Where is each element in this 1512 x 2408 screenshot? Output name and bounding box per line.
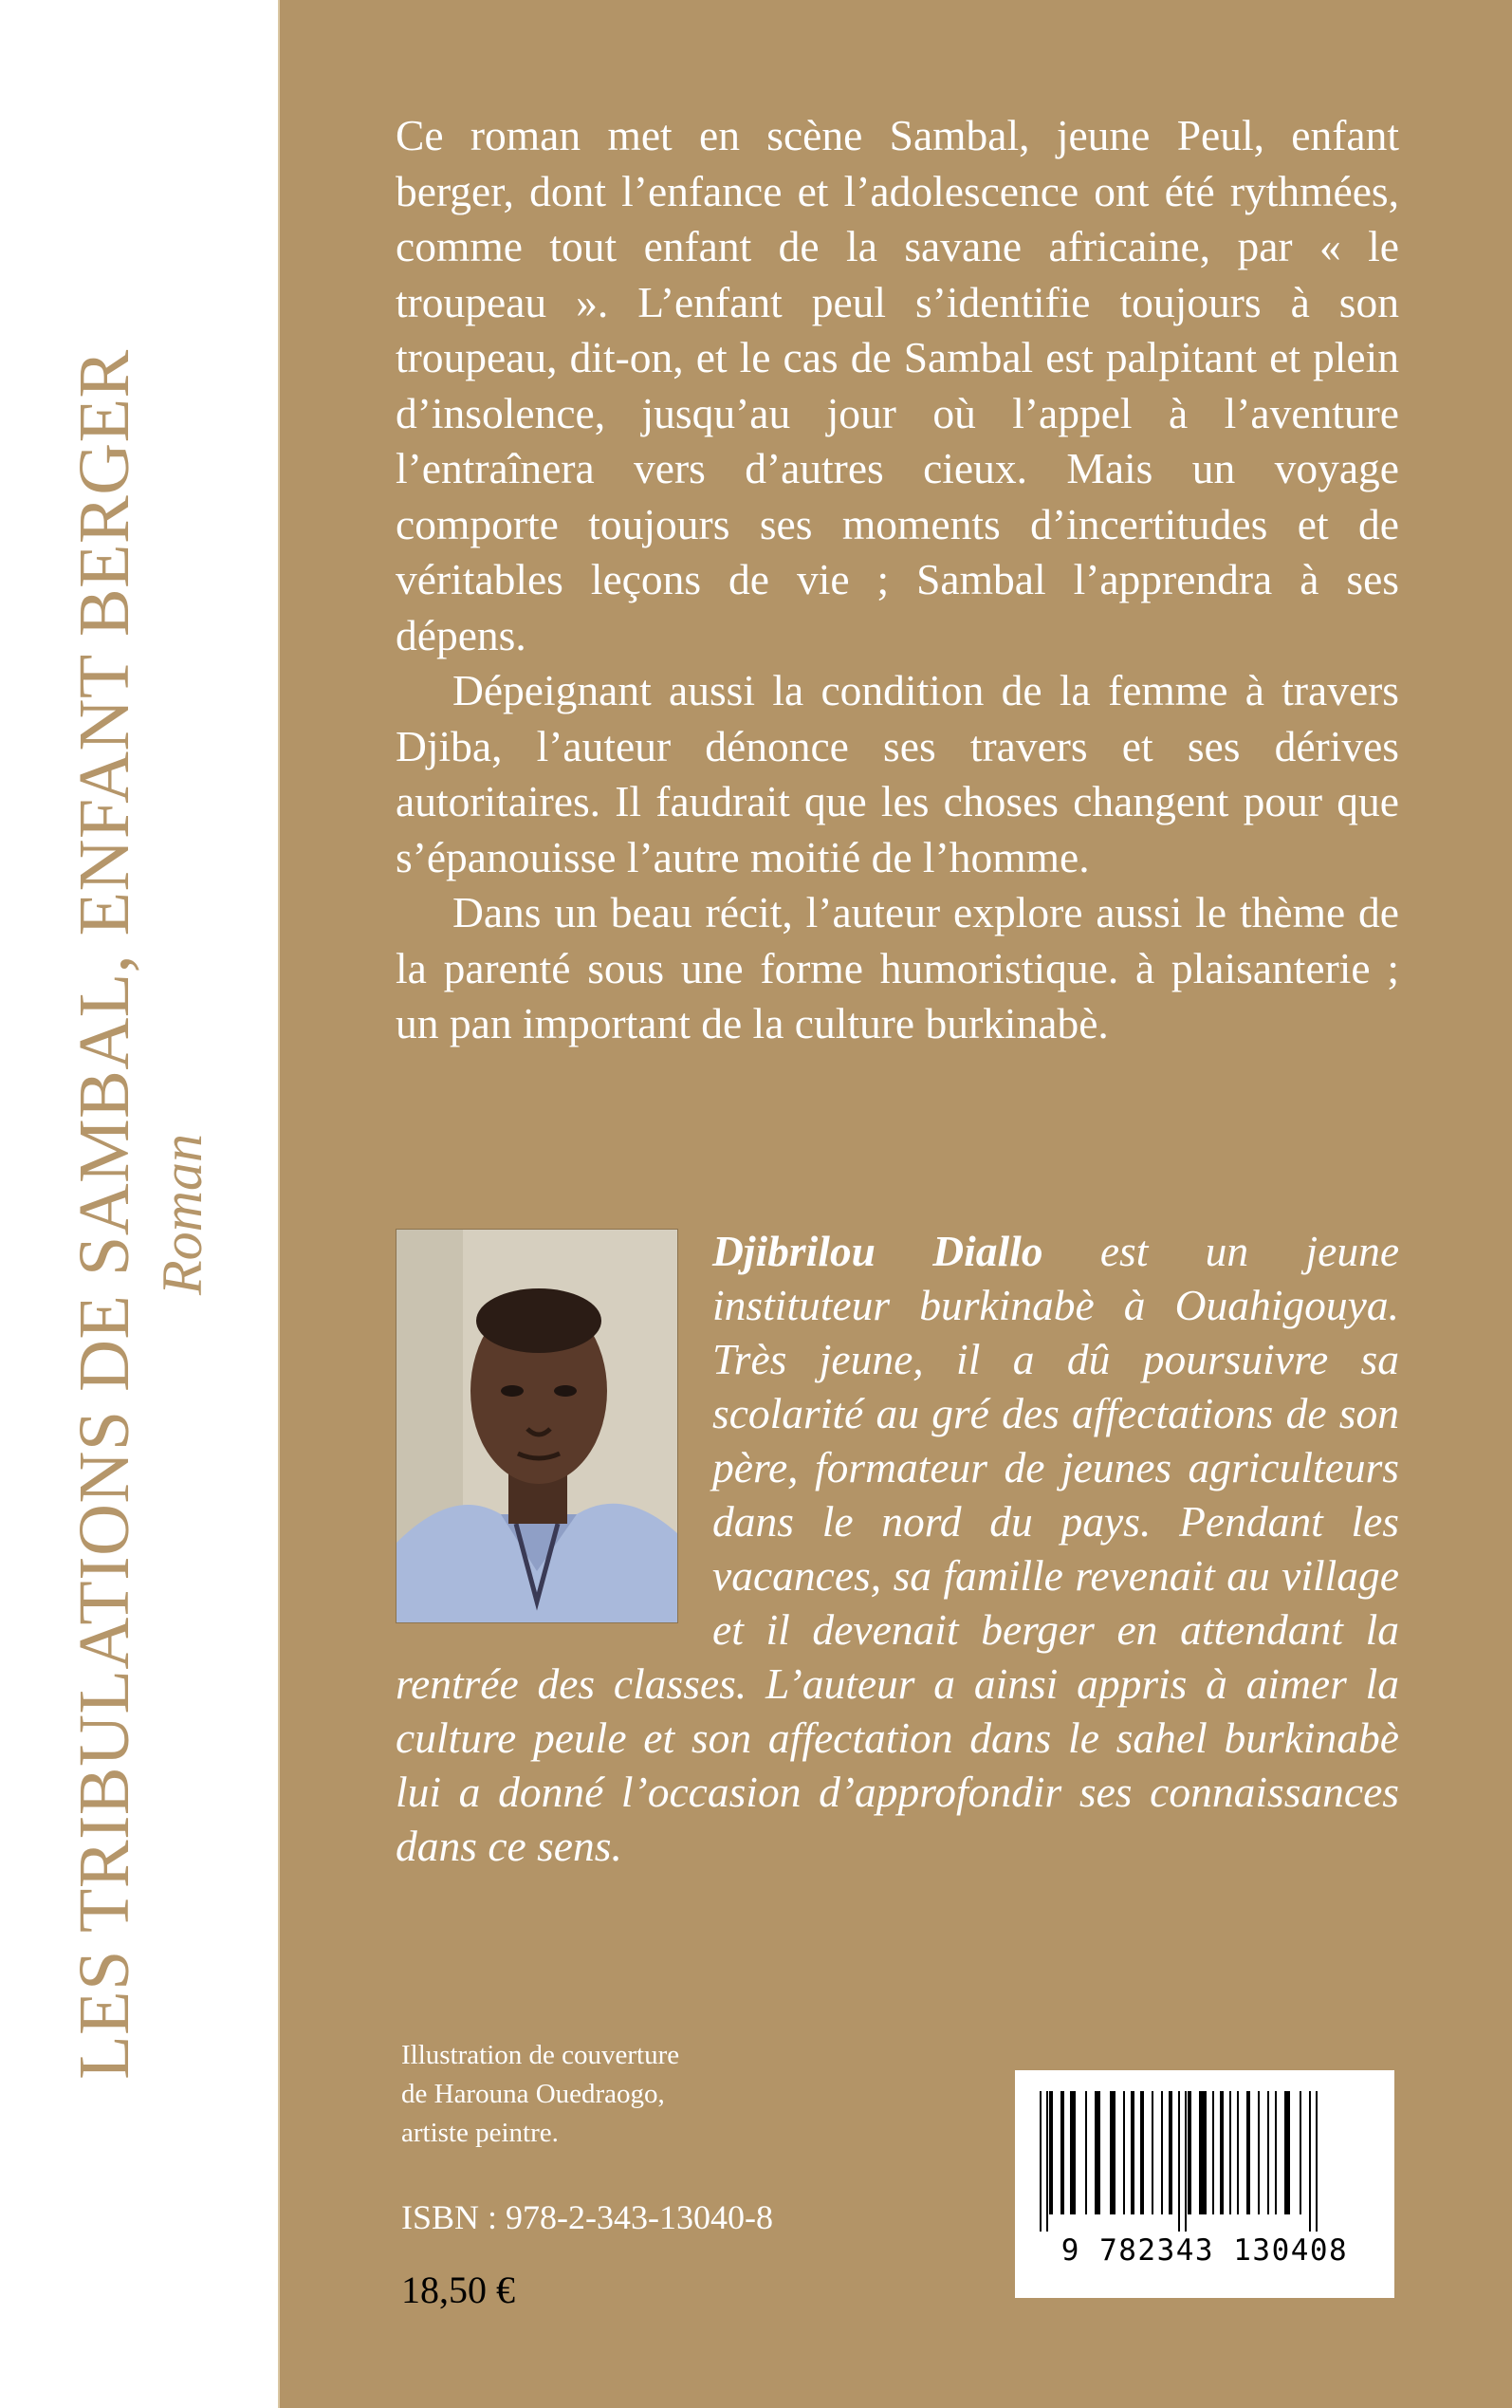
barcode-bar xyxy=(1220,2091,1224,2214)
barcode-bar xyxy=(1188,2091,1191,2214)
barcode-bar xyxy=(1246,2091,1250,2214)
barcode-bar xyxy=(1185,2091,1187,2232)
barcode-bar xyxy=(1161,2091,1163,2214)
barcode-bar xyxy=(1316,2091,1318,2232)
barcode-bar xyxy=(1178,2091,1180,2232)
barcode-bar xyxy=(1152,2091,1153,2214)
barcode-bar xyxy=(1275,2091,1277,2214)
author-bio-body: est un jeune instituteur burkinabè à Ouahigouya. Très jeune, il a dû poursuivre sa scolarité au gré des affectations de son père, formateur de jeunes agriculteurs dans le nord du pays. Pendant les vacances, sa famille revenait au village et il devenait berger en attendant la rentrée des classes. L’auteur a ainsi appris à aimer la culture peule et son affectation dans le sahel burkinabè lui a donné l’occasion d’approfondir ses connaissances dans ce sens. xyxy=(396,1227,1400,1870)
barcode-bar xyxy=(1284,2091,1290,2214)
barcode-bar xyxy=(1085,2091,1087,2214)
barcode-bar xyxy=(1140,2091,1144,2214)
barcode-bar xyxy=(1169,2091,1172,2214)
synopsis-paragraph: Dépeignant aussi la condition de la femme à travers Djiba, l’auteur dénonce ses travers et ses dérives autoritaires. Il faudrait que les choses changent pour que s’épanouisse l’autre moitié de l’homme. xyxy=(396,666,1399,881)
spine-subtitle: Roman xyxy=(151,1134,213,1295)
credit-line: artiste peintre. xyxy=(401,2118,559,2148)
barcode-bar xyxy=(1110,2091,1116,2214)
barcode-bar xyxy=(1123,2091,1125,2214)
barcode-bar xyxy=(1060,2091,1064,2214)
book-spine xyxy=(0,0,280,2408)
barcode-bar xyxy=(1309,2091,1311,2232)
barcode-bar xyxy=(1212,2091,1214,2214)
barcode-bar xyxy=(1300,2091,1301,2214)
barcode-bar xyxy=(1237,2091,1239,2214)
spine-text-block xyxy=(61,349,216,2080)
barcode xyxy=(1015,2070,1394,2298)
barcode-bar xyxy=(1070,2091,1076,2214)
barcode-bar xyxy=(1267,2091,1269,2214)
author-name: Djibrilou Diallo xyxy=(712,1227,1043,1275)
barcode-bar xyxy=(1046,2091,1048,2232)
barcode-bar xyxy=(1040,2091,1042,2232)
barcode-number: 9 782343 130408 xyxy=(1060,2233,1349,2268)
synopsis-paragraph: Ce roman met en scène Sambal, jeune Peul, enfant berger, dont l’enfance et l’adolescence ont été rythmées, comme tout enfant de la savane africaine, par « le troupeau ». L’enfant peul s’identifie toujours à son troupeau, dit-on, et le cas de Sambal est palpitant et plein d’insolence, jusqu’au jour où l’appel à l’aventure l’entraînera vers d’autres cieux. Mais un voyage comporte toujours ses moments d’incertitudes et de véritables leçons de vie ; Sambal l’apprendra à ses dépens. xyxy=(396,111,1399,659)
credit-line: de Harouna Ouedraogo, xyxy=(401,2079,665,2109)
synopsis xyxy=(396,108,1399,1052)
isbn: ISBN : 978-2-343-13040-8 xyxy=(401,2198,773,2236)
spine-title: LES TRIBULATIONS DE SAMBAL, ENFANT BERGER xyxy=(65,349,144,2080)
synopsis-paragraph: Dans un beau récit, l’auteur explore aussi le thème de la parenté sous une forme humoristique. à plaisanterie ; un pan important de la culture burkinabè. xyxy=(396,888,1399,1047)
barcode-bar xyxy=(1131,2091,1134,2214)
author-photo xyxy=(396,1229,678,1623)
barcode-bars xyxy=(1034,2091,1375,2232)
barcode-bar xyxy=(1095,2091,1100,2214)
barcode-bar xyxy=(1199,2091,1207,2214)
barcode-bar xyxy=(1258,2091,1260,2214)
credit-line: Illustration de couverture xyxy=(401,2040,680,2070)
barcode-bar xyxy=(1049,2091,1053,2214)
illustration-credit xyxy=(401,2036,781,2153)
price: 18,50 € xyxy=(401,2269,515,2311)
barcode-bar xyxy=(1229,2091,1231,2214)
